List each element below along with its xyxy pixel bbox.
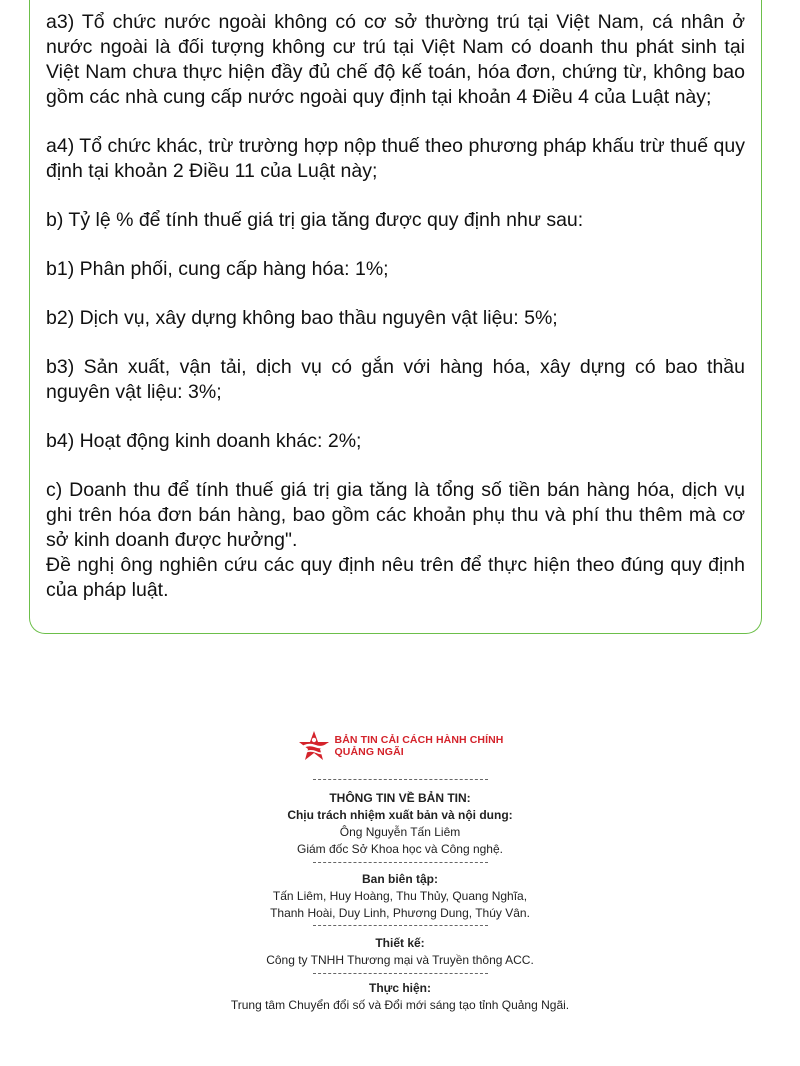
design-label: Thiết kế: xyxy=(375,936,425,950)
divider xyxy=(313,862,488,863)
newsletter-footer xyxy=(0,728,800,1014)
design-value: Công ty TNHH Thương mại và Truyền thông ACC. xyxy=(266,953,534,967)
execution-label: Thực hiện: xyxy=(368,981,432,995)
paragraph-request: Đề nghị ông nghiên cứu các quy định nêu trên để thực hiện theo đúng quy định của pháp luật. xyxy=(46,554,745,601)
logo-line-1: BẢN TIN CẢI CÁCH HÀNH CHÍNH xyxy=(334,734,504,746)
responsible-label: Chịu trách nhiệm xuất bản và nội dung: xyxy=(287,808,513,822)
paragraph-b: b) Tỷ lệ % để tính thuế giá trị gia tăng được quy định như sau: xyxy=(46,209,584,231)
divider xyxy=(313,779,488,780)
editorial-label: Ban biên tập: xyxy=(361,872,438,886)
star-logo-icon xyxy=(297,729,331,763)
editorial-line-2: Thanh Hoài, Duy Linh, Phương Dung, Thúy Vân. xyxy=(270,906,530,920)
divider xyxy=(313,925,488,926)
content-card xyxy=(29,0,762,634)
paragraph-a4: a4) Tổ chức khác, trừ trường hợp nộp thuế theo phương pháp khấu trừ thuế quy định tại khoản 2 Điều 11 của Luật này; xyxy=(46,135,745,182)
responsible-name: Ông Nguyễn Tấn Liêm xyxy=(339,825,461,839)
info-title: THÔNG TIN VỀ BẢN TIN: xyxy=(329,791,471,805)
paragraph-b4: b4) Hoạt động kinh doanh khác: 2%; xyxy=(46,430,362,452)
execution-value: Trung tâm Chuyển đổi số và Đổi mới sáng tạo tỉnh Quảng Ngãi. xyxy=(230,998,570,1012)
paragraph-b2: b2) Dịch vụ, xây dựng không bao thầu nguyên vật liệu: 5%; xyxy=(46,307,558,329)
logo-line-2: QUẢNG NGÃI xyxy=(334,746,404,758)
newsletter-logo xyxy=(0,728,800,764)
paragraph-c: c) Doanh thu để tính thuế giá trị gia tăng là tổng số tiền bán hàng hóa, dịch vụ ghi trên hóa đơn bán hàng, bao gồm các khoản phụ thu và phí thu thêm mà cơ sở kinh doanh được hưởng". xyxy=(46,479,745,551)
editorial-line-1: Tấn Liêm, Huy Hoàng, Thu Thủy, Quang Nghĩa, xyxy=(272,889,528,903)
paragraph-b3: b3) Sản xuất, vận tải, dịch vụ có gắn với hàng hóa, xây dựng có bao thầu nguyên vật liệu: 3%; xyxy=(46,356,745,403)
divider xyxy=(313,973,488,974)
paragraph-a3: a3) Tổ chức nước ngoài không có cơ sở thường trú tại Việt Nam, cá nhân ở nước ngoài là đối tượng không cư trú tại Việt Nam có doanh thu phát sinh tại Việt Nam chưa thực hiện đầy đủ chế độ kế toán, hóa đơn, chứng từ, không bao gồm các nhà cung cấp nước ngoài quy định tại khoản 4 Điều 4 của Luật này; xyxy=(46,11,745,108)
paragraph-b1: b1) Phân phối, cung cấp hàng hóa: 1%; xyxy=(46,258,389,280)
logo-text xyxy=(335,734,504,758)
responsible-title: Giám đốc Sở Khoa học và Công nghệ. xyxy=(297,842,503,856)
